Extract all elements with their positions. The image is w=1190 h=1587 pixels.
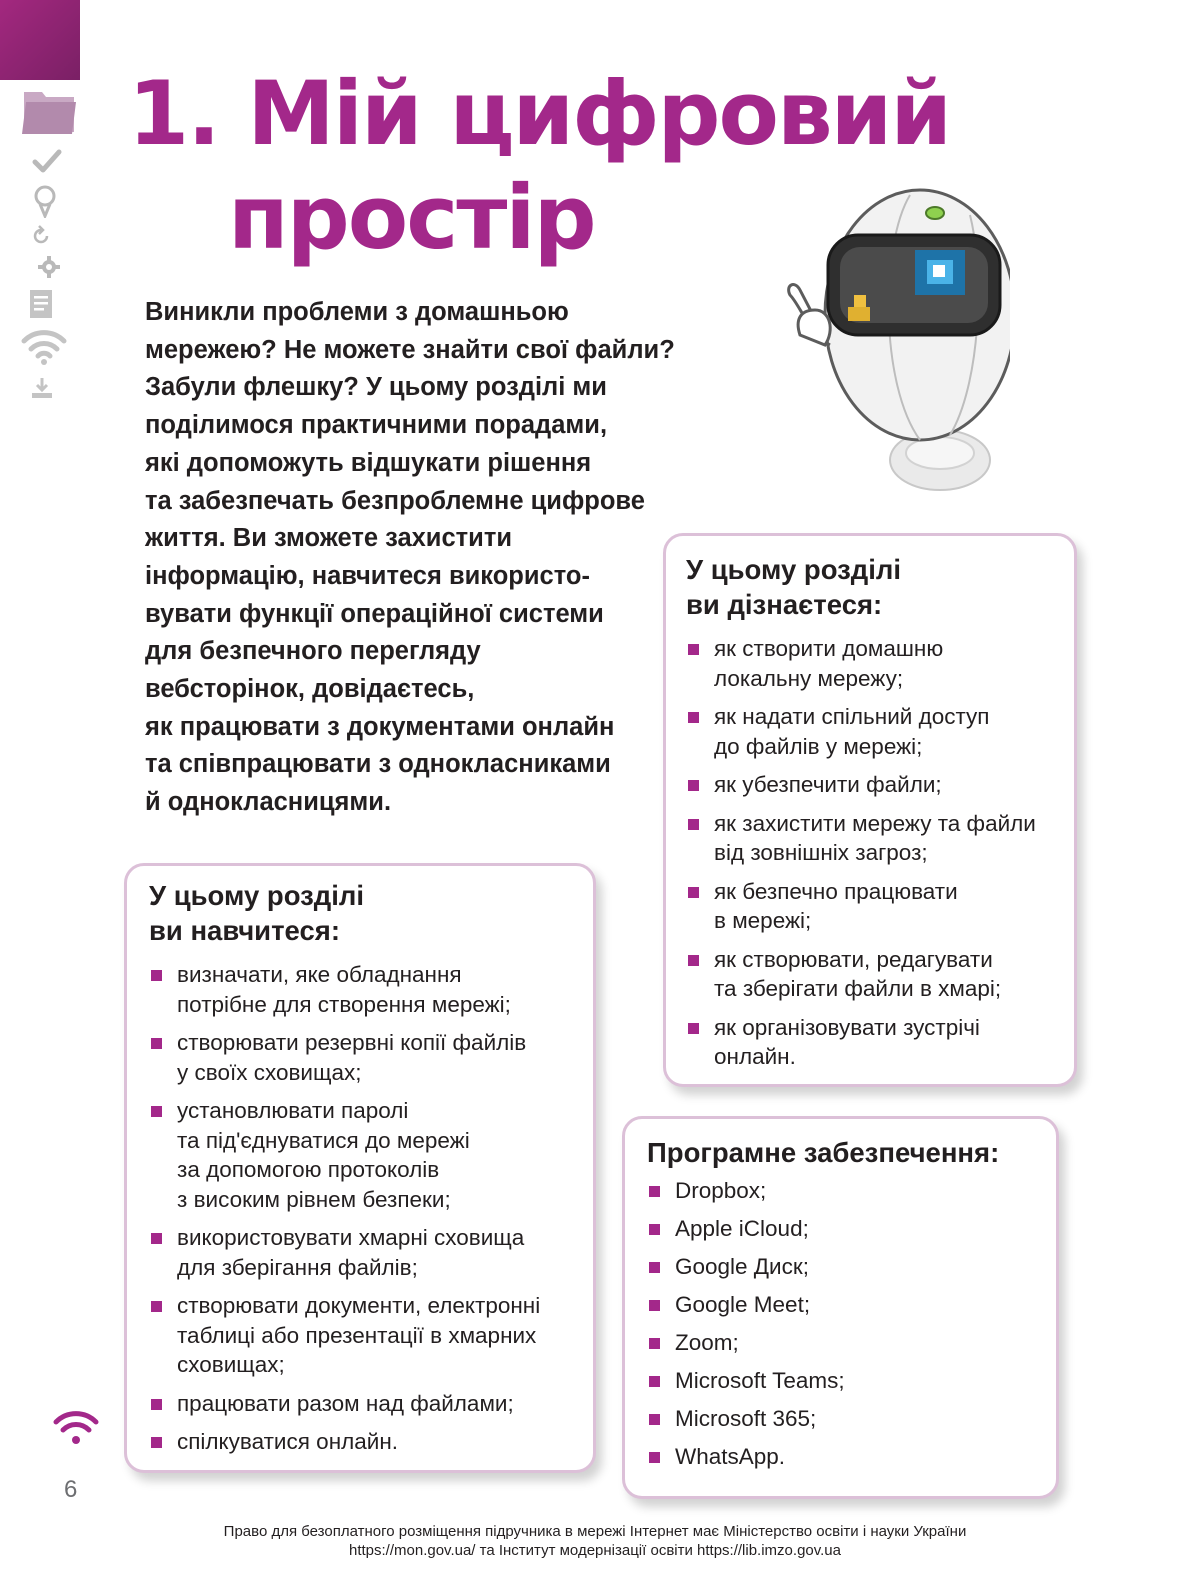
folder-icon — [20, 88, 80, 138]
list-item — [686, 770, 1074, 800]
list-item-text: сховищах; — [177, 1352, 285, 1377]
list-item-text: локальну мережу; — [714, 665, 904, 691]
intro-line: Забули флешку? У цьому розділі ми — [145, 373, 607, 402]
intro-line: й однокласницями. — [145, 788, 392, 817]
intro-line: та співпрацювати з однокласниками — [145, 750, 611, 779]
bullet-icon — [688, 644, 699, 655]
list-item-text: та під'єднуватися до мережі — [177, 1127, 470, 1153]
corner-accent-block — [0, 0, 80, 80]
list-item-text: спілкуватися онлайн. — [177, 1429, 399, 1454]
list-item — [647, 1328, 1056, 1358]
list-item-text: використовувати хмарні сховища — [177, 1225, 525, 1250]
software-box — [622, 1116, 1059, 1499]
list-item-text: Dropbox; — [675, 1178, 767, 1203]
bullet-icon — [649, 1376, 660, 1387]
bullet-icon — [688, 887, 699, 898]
list-item — [149, 1291, 593, 1380]
list-item-text: як створювати, редагувати — [714, 946, 993, 972]
learn-heading-line-2: ви навчитеся: — [149, 915, 340, 946]
title-line-1: 1. Мій цифровий — [128, 62, 950, 165]
refresh-icon — [30, 225, 52, 247]
intro-line: інформацію, навчитеся використо- — [145, 561, 590, 590]
bullet-icon — [649, 1186, 660, 1197]
list-item — [647, 1214, 1056, 1244]
list-item-text: WhatsApp. — [675, 1444, 786, 1469]
know-box-heading — [686, 552, 1074, 622]
bullet-icon — [688, 712, 699, 723]
list-item-text: у своїх сховищах; — [177, 1059, 362, 1085]
bullet-icon — [649, 1452, 660, 1463]
list-item — [149, 1223, 593, 1282]
list-item — [686, 702, 1074, 761]
software-box-heading: Програмне забезпечення: — [647, 1137, 1000, 1168]
software-list — [647, 1176, 1056, 1472]
learn-heading-line-1: У цьому розділі — [149, 880, 365, 911]
list-item — [647, 1176, 1056, 1206]
list-item-text: створювати резервні копії файлів — [177, 1030, 527, 1055]
intro-paragraph — [145, 294, 705, 822]
intro-line: життя. Ви зможете захистити — [145, 524, 512, 553]
intro-line: поділимося практичними порадами, — [145, 411, 608, 440]
learn-box — [124, 863, 596, 1473]
know-box — [663, 533, 1077, 1087]
list-item — [647, 1404, 1056, 1434]
list-item — [149, 1427, 593, 1457]
list-item-text: як убезпечити файли; — [714, 772, 942, 797]
know-heading-line-1: У цьому розділі — [686, 554, 902, 585]
list-item-text: як захистити мережу та файли — [714, 810, 1036, 836]
list-item-text: Google Диск; — [675, 1254, 809, 1279]
bullet-icon — [151, 1106, 162, 1117]
title-line-2: простір — [228, 166, 595, 269]
document-icon — [28, 288, 54, 320]
list-item-text: Microsoft 365; — [675, 1406, 817, 1431]
list-item-text: від зовнішніх загроз; — [714, 840, 928, 865]
list-item-text: визначати, яке обладнання — [177, 962, 462, 987]
map-pin-icon — [32, 184, 58, 218]
bullet-icon — [649, 1338, 660, 1349]
list-item-text: як створити домашню — [714, 636, 944, 661]
bullet-icon — [649, 1262, 660, 1273]
bullet-icon — [151, 1399, 162, 1410]
bullet-icon — [649, 1300, 660, 1311]
list-item — [647, 1366, 1056, 1396]
list-item — [686, 945, 1074, 1004]
footer-copyright — [0, 1522, 1190, 1560]
wifi-icon — [20, 328, 68, 366]
bullet-icon — [688, 1023, 699, 1034]
list-item-text: Microsoft Teams; — [675, 1368, 845, 1393]
know-list — [686, 634, 1074, 1072]
bullet-icon — [649, 1414, 660, 1425]
list-item-text: як надати спільний доступ — [714, 704, 990, 729]
list-item-text: онлайн. — [714, 1044, 796, 1069]
intro-line: вебсторінок, довідаєтесь, — [145, 675, 475, 704]
robot-illustration — [770, 185, 1010, 495]
bullet-icon — [151, 1233, 162, 1244]
intro-line: Виникли проблеми з домашньою — [145, 298, 569, 326]
list-item-text: потрібне для створення мережі; — [177, 991, 511, 1017]
intro-line: як працювати з документами онлайн — [145, 712, 615, 741]
list-item — [149, 1028, 593, 1087]
gear-icon — [38, 256, 60, 278]
footer-line-1: Право для безоплатного розміщення підручника в мережі Інтернет має Міністерство освіти і науки України — [223, 1523, 967, 1540]
list-item — [686, 1013, 1074, 1072]
list-item — [149, 1096, 593, 1214]
list-item-text: до файлів у мережі; — [714, 733, 923, 759]
intro-line: та забезпечать безпроблемне цифрове — [145, 486, 645, 515]
intro-line: вувати функції операційної системи — [145, 599, 604, 628]
list-item — [686, 809, 1074, 868]
learn-list — [149, 960, 593, 1457]
learn-box-heading — [149, 878, 593, 948]
list-item — [149, 960, 593, 1019]
list-item-text: як організовувати зустрічі — [714, 1014, 980, 1040]
list-item — [647, 1290, 1056, 1320]
bullet-icon — [688, 819, 699, 830]
bullet-icon — [151, 970, 162, 981]
footer-line-2: https://mon.gov.ua/ та Інститут модернізації освіти https://lib.imzo.gov.ua — [349, 1542, 841, 1559]
list-item-text: для зберігання файлів; — [177, 1254, 418, 1280]
list-item-text: таблиці або презентації в хмарних — [177, 1322, 537, 1348]
bullet-icon — [688, 780, 699, 791]
wifi-icon — [52, 1410, 100, 1446]
list-item — [686, 634, 1074, 693]
page-number: 6 — [64, 1476, 78, 1503]
list-item-text: Google Meet; — [675, 1292, 811, 1317]
list-item-text: працювати разом над файлами; — [177, 1390, 514, 1416]
checkmark-icon — [32, 148, 62, 174]
list-item-text: створювати документи, електронні — [177, 1293, 541, 1318]
list-item-text: Zoom; — [675, 1330, 739, 1355]
list-item-text: як безпечно працювати — [714, 878, 958, 904]
list-item — [686, 877, 1074, 936]
list-item-text: та зберігати файли в хмарі; — [714, 976, 1002, 1001]
download-icon — [30, 376, 54, 400]
list-item — [149, 1389, 593, 1419]
list-item-text: установлювати паролі — [177, 1098, 409, 1123]
intro-line: для безпечного перегляду — [145, 637, 481, 666]
intro-line: мережею? Не можете знайти свої файли? — [145, 335, 675, 364]
list-item — [647, 1442, 1056, 1472]
bullet-icon — [649, 1224, 660, 1235]
list-item-text: в мережі; — [714, 908, 812, 933]
list-item-text: з високим рівнем безпеки; — [177, 1186, 451, 1212]
know-heading-line-2: ви дізнаєтеся: — [686, 589, 883, 620]
intro-line: які допоможуть відшукати рішення — [145, 448, 592, 477]
list-item — [647, 1252, 1056, 1282]
bullet-icon — [151, 1437, 162, 1448]
list-item-text: Apple iCloud; — [675, 1216, 809, 1241]
bullet-icon — [151, 1301, 162, 1312]
bullet-icon — [151, 1038, 162, 1049]
bullet-icon — [688, 955, 699, 966]
list-item-text: за допомогою протоколів — [177, 1157, 440, 1182]
